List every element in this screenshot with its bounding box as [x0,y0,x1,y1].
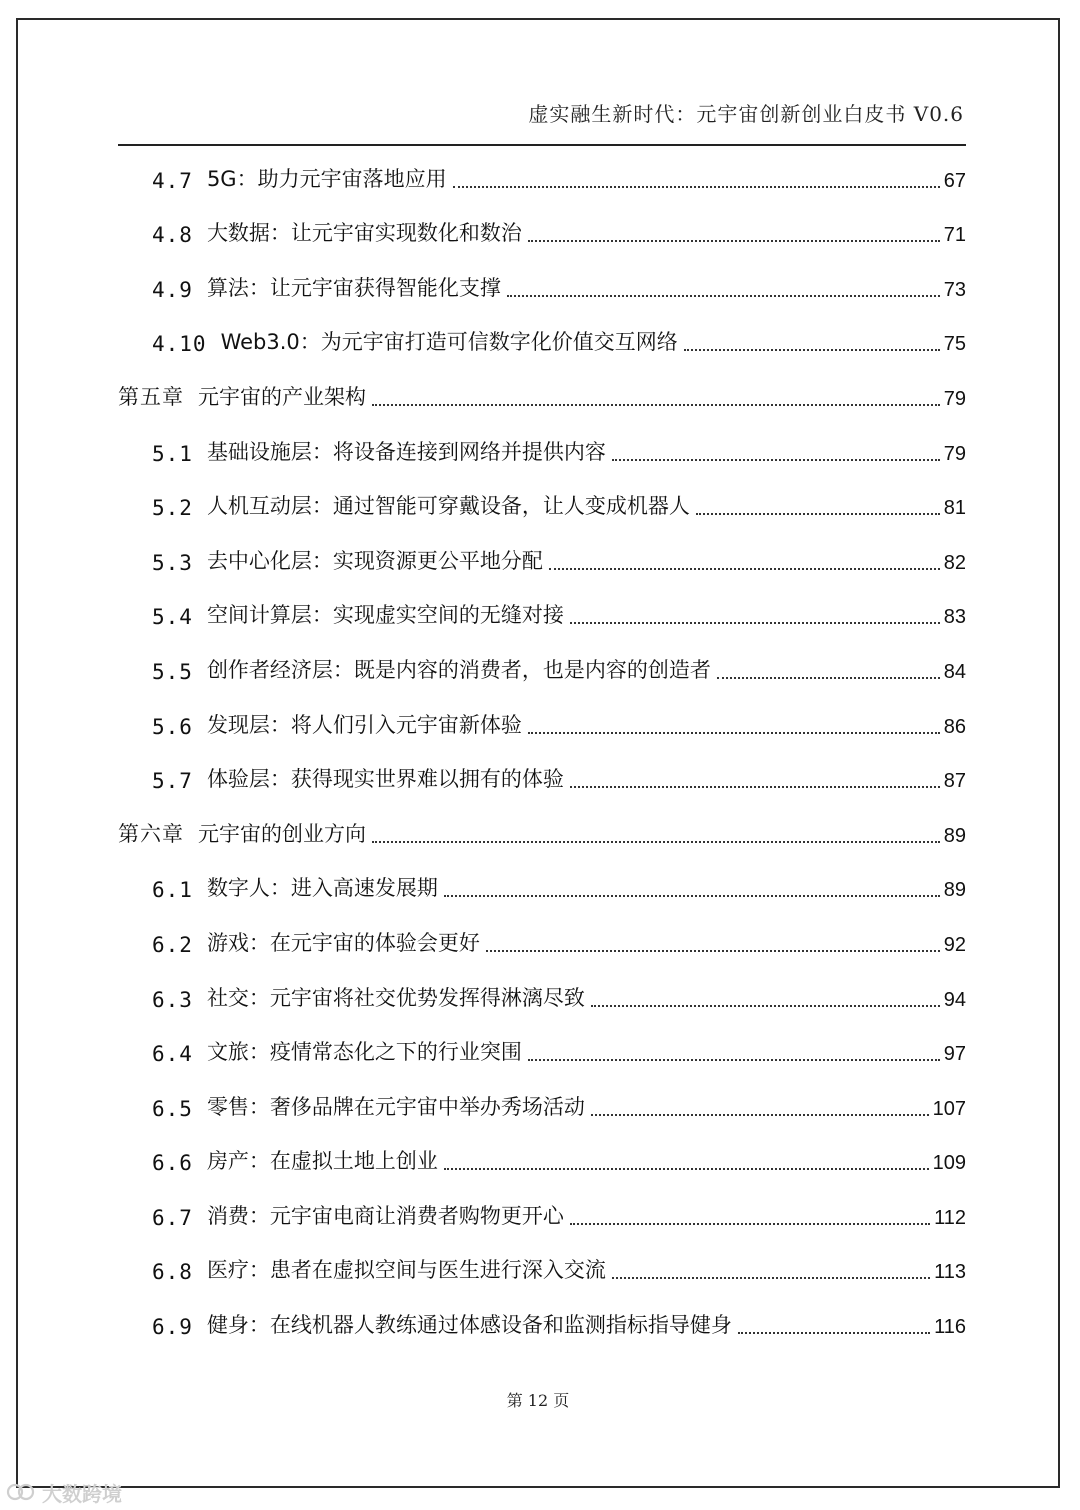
toc-dot-leader [570,622,940,624]
toc-dot-leader [612,459,940,461]
toc-entry-page-number: 86 [943,715,966,738]
toc-entry-page-number: 82 [943,551,966,574]
toc-entry-title: 零售：奢侈品牌在元宇宙中举办秀场活动 [206,1094,585,1119]
toc-section-entry[interactable] [118,530,966,585]
toc-dot-leader [696,513,940,515]
toc-section-entry[interactable] [118,312,966,367]
toc-section-entry[interactable] [118,585,966,640]
toc-entry-page-number: 109 [932,1152,966,1175]
toc-entry-page-number: 116 [934,1316,966,1339]
toc-entry-page-number: 94 [943,988,966,1011]
toc-section-entry[interactable] [118,1240,966,1295]
toc-section-entry[interactable] [118,203,966,258]
toc-entry-page-number: 84 [943,660,966,683]
watermark [6,1478,122,1506]
toc-entry-page-number: 81 [943,497,966,520]
toc-entry-title: 大数据：让元宇宙实现数化和数治 [206,221,522,246]
toc-dot-leader [612,1277,930,1279]
toc-dot-leader [528,732,940,734]
toc-entry-title: 创作者经济层：既是内容的消费者，也是内容的创造者 [206,657,711,682]
toc-entry-number: 6.4 [152,1042,193,1067]
toc-chapter-entry[interactable] [118,366,966,421]
toc-section-entry[interactable] [118,912,966,967]
toc-entry-number: 6.2 [152,932,193,957]
toc-section-entry[interactable] [118,148,966,203]
toc-entry-title: 算法：让元宇宙获得智能化支撑 [206,275,501,300]
toc-section-entry[interactable] [118,1131,966,1186]
toc-entry-title: 元宇宙的产业架构 [198,384,366,409]
toc-section-entry[interactable] [118,1294,966,1349]
toc-entry-title: 5G：助力元宇宙落地应用 [206,166,447,191]
toc-entry-number: 5.1 [152,441,193,466]
toc-entry-number: 4.8 [152,223,193,248]
toc-dot-leader [372,841,940,843]
toc-dot-leader [570,786,940,788]
header-divider [118,144,966,146]
toc-entry-title: 空间计算层：实现虚实空间的无缝对接 [206,603,564,628]
toc-entry-number: 6.5 [152,1096,193,1121]
toc-dot-leader [591,1005,940,1007]
toc-entry-title: 去中心化层：实现资源更公平地分配 [206,548,543,573]
toc-entry-page-number: 89 [943,824,966,847]
toc-section-entry[interactable] [118,1185,966,1240]
toc-entry-page-number: 113 [934,1261,966,1284]
toc-entry-title: 医疗：患者在虚拟空间与医生进行深入交流 [206,1258,606,1283]
toc-entry-number: 5.3 [152,550,193,575]
toc-entry-page-number: 67 [943,169,966,192]
toc-dot-leader [684,349,940,351]
toc-entry-title: 人机互动层：通过智能可穿戴设备，让人变成机器人 [206,494,690,519]
toc-dot-leader [507,295,940,297]
toc-entry-number: 4.7 [152,168,193,193]
toc-entry-page-number: 92 [943,933,966,956]
toc-entry-title: 元宇宙的创业方向 [198,821,366,846]
toc-entry-title: 发现层：将人们引入元宇宙新体验 [206,712,522,737]
toc-section-entry[interactable] [118,1022,966,1077]
toc-entry-number: 6.8 [152,1260,193,1285]
toc-dot-leader [570,1223,930,1225]
toc-entry-number: 4.9 [152,277,193,302]
toc-dot-leader [717,677,940,679]
toc-entry-title: 体验层：获得现实世界难以拥有的体验 [206,767,564,792]
toc-entry-page-number: 71 [943,224,966,247]
document-page [16,18,1060,1488]
toc-entry-page-number: 83 [943,606,966,629]
toc-entry-title: 消费：元宇宙电商让消费者购物更开心 [206,1203,564,1228]
toc-dot-leader [738,1332,930,1334]
toc-section-entry[interactable] [118,967,966,1022]
toc-entry-title: 健身：在线机器人教练通过体感设备和监测指标指导健身 [206,1313,732,1338]
document-header-title: 虚实融生新时代：元宇宙创新创业白皮书 V0.6 [528,102,964,126]
toc-section-entry[interactable] [118,421,966,476]
toc-entry-number: 第六章 [118,821,184,846]
toc-section-entry[interactable] [118,858,966,913]
toc-entry-number: 6.6 [152,1151,193,1176]
toc-entry-title: Web3.0：为元宇宙打造可信数字化价值交互网络 [220,330,678,355]
toc-entry-page-number: 87 [943,770,966,793]
toc-entry-number: 第五章 [118,384,184,409]
toc-entry-page-number: 73 [943,278,966,301]
toc-entry-page-number: 97 [943,1043,966,1066]
toc-entry-title: 文旅：疫情常态化之下的行业突围 [206,1040,522,1065]
toc-chapter-entry[interactable] [118,803,966,858]
toc-entry-number: 5.5 [152,659,193,684]
toc-entry-number: 5.7 [152,769,193,794]
toc-dot-leader [444,895,940,897]
toc-dot-leader [453,186,940,188]
toc-entry-number: 6.7 [152,1205,193,1230]
toc-entry-page-number: 79 [943,442,966,465]
toc-section-entry[interactable] [118,749,966,804]
toc-entry-page-number: 75 [943,333,966,356]
toc-section-entry[interactable] [118,476,966,531]
toc-dot-leader [528,240,940,242]
toc-entry-page-number: 107 [932,1097,966,1120]
toc-entry-title: 游戏：在元宇宙的体验会更好 [206,930,480,955]
page-number-footer: 第 12 页 [506,1391,570,1410]
toc-dot-leader [486,950,940,952]
toc-entry-title: 数字人：进入高速发展期 [206,876,438,901]
toc-section-entry[interactable] [118,1076,966,1131]
toc-entry-page-number: 112 [934,1206,966,1229]
toc-dot-leader [549,568,940,570]
table-of-contents [118,148,966,1349]
speech-bubble-logo-icon [6,1482,36,1502]
toc-section-entry[interactable] [118,257,966,312]
toc-entry-number: 5.4 [152,605,193,630]
toc-entry-title: 基础设施层：将设备连接到网络并提供内容 [206,439,606,464]
toc-entry-number: 4.10 [152,332,207,357]
toc-section-entry[interactable] [118,639,966,694]
toc-entry-number: 6.3 [152,987,193,1012]
toc-entry-number: 6.1 [152,878,193,903]
watermark-text: 大数跨境 [42,1481,122,1506]
toc-entry-page-number: 89 [943,879,966,902]
toc-section-entry[interactable] [118,694,966,749]
toc-entry-number: 5.2 [152,496,193,521]
toc-dot-leader [528,1059,940,1061]
toc-entry-title: 社交：元宇宙将社交优势发挥得淋漓尽致 [206,985,585,1010]
toc-entry-number: 6.9 [152,1315,193,1340]
toc-dot-leader [372,404,940,406]
toc-dot-leader [444,1168,929,1170]
toc-entry-number: 5.6 [152,714,193,739]
toc-entry-title: 房产：在虚拟土地上创业 [206,1149,438,1174]
toc-entry-page-number: 79 [943,387,966,410]
toc-dot-leader [591,1114,929,1116]
